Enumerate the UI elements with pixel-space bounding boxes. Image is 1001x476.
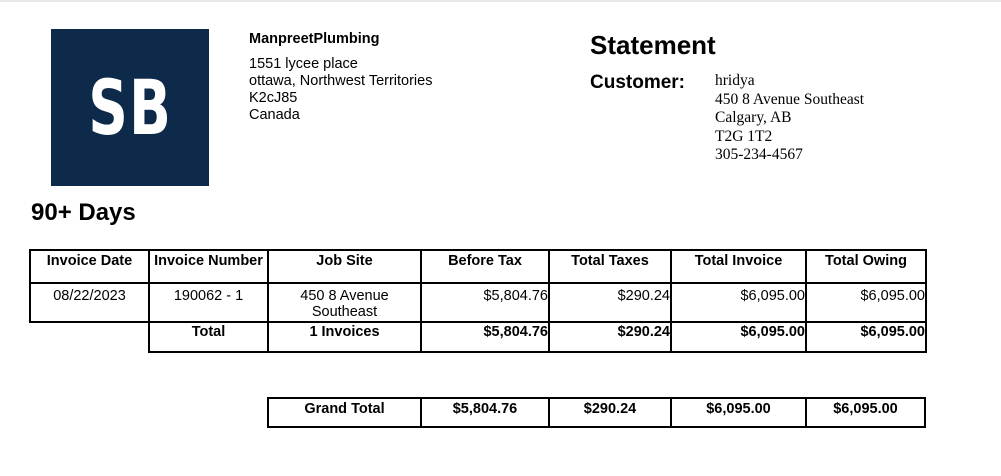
total-row-invoice-count: 1 Invoices	[267, 321, 422, 353]
customer-city-province: Calgary, AB	[715, 109, 792, 126]
aging-section-title: 90+ Days	[31, 199, 136, 226]
top-divider	[0, 0, 1001, 2]
grand-total-total-owing: $6,095.00	[805, 397, 926, 428]
col-header-job-site: Job Site	[267, 249, 422, 284]
col-header-before-tax: Before Tax	[420, 249, 550, 284]
total-row-total-invoice: $6,095.00	[670, 321, 807, 353]
customer-phone: 305-234-4567	[715, 146, 803, 163]
customer-postal-code: T2G 1T2	[715, 127, 773, 145]
company-logo	[51, 29, 209, 186]
customer-name: hridya	[715, 72, 755, 89]
company-name: ManpreetPlumbing	[249, 31, 380, 47]
company-country: Canada	[249, 107, 300, 123]
total-row-total-taxes: $290.24	[548, 321, 672, 353]
statement-title: Statement	[590, 30, 716, 60]
company-address-line1: 1551 lycee place	[249, 56, 358, 72]
company-info	[249, 31, 432, 124]
total-row-before-tax: $5,804.76	[420, 321, 550, 353]
company-postal-code: K2cJ85	[249, 90, 298, 106]
col-header-total-owing: Total Owing	[805, 249, 927, 284]
table-cell-before-tax: $5,804.76	[420, 282, 550, 323]
logo-text: SB	[87, 62, 172, 152]
table-cell-total-owing: $6,095.00	[805, 282, 927, 323]
customer-address-line1: 450 8 Avenue Southeast	[715, 90, 865, 108]
table-cell-total-invoice: $6,095.00	[670, 282, 807, 323]
grand-total-before-tax: $5,804.76	[420, 397, 550, 428]
table-cell-job-site: 450 8 Avenue Southeast	[267, 282, 422, 323]
table-cell-total-taxes: $290.24	[548, 282, 672, 323]
total-row-total-owing: $6,095.00	[805, 321, 927, 353]
total-row-label: Total	[148, 321, 269, 353]
table-cell-invoice-number: 190062 - 1	[148, 282, 269, 323]
company-address-line2: ottawa, Northwest Territories	[249, 73, 433, 89]
col-header-total-invoice: Total Invoice	[670, 249, 807, 284]
col-header-invoice-date: Invoice Date	[29, 249, 150, 284]
grand-total-total-taxes: $290.24	[548, 397, 672, 428]
grand-total-total-invoice: $6,095.00	[670, 397, 807, 428]
col-header-invoice-number: Invoice Number	[148, 249, 269, 284]
col-header-total-taxes: Total Taxes	[548, 249, 672, 284]
table-cell-invoice-date: 08/22/2023	[29, 282, 150, 323]
customer-info	[715, 72, 864, 165]
customer-label: Customer:	[590, 72, 686, 93]
grand-total-label: Grand Total	[267, 397, 422, 428]
